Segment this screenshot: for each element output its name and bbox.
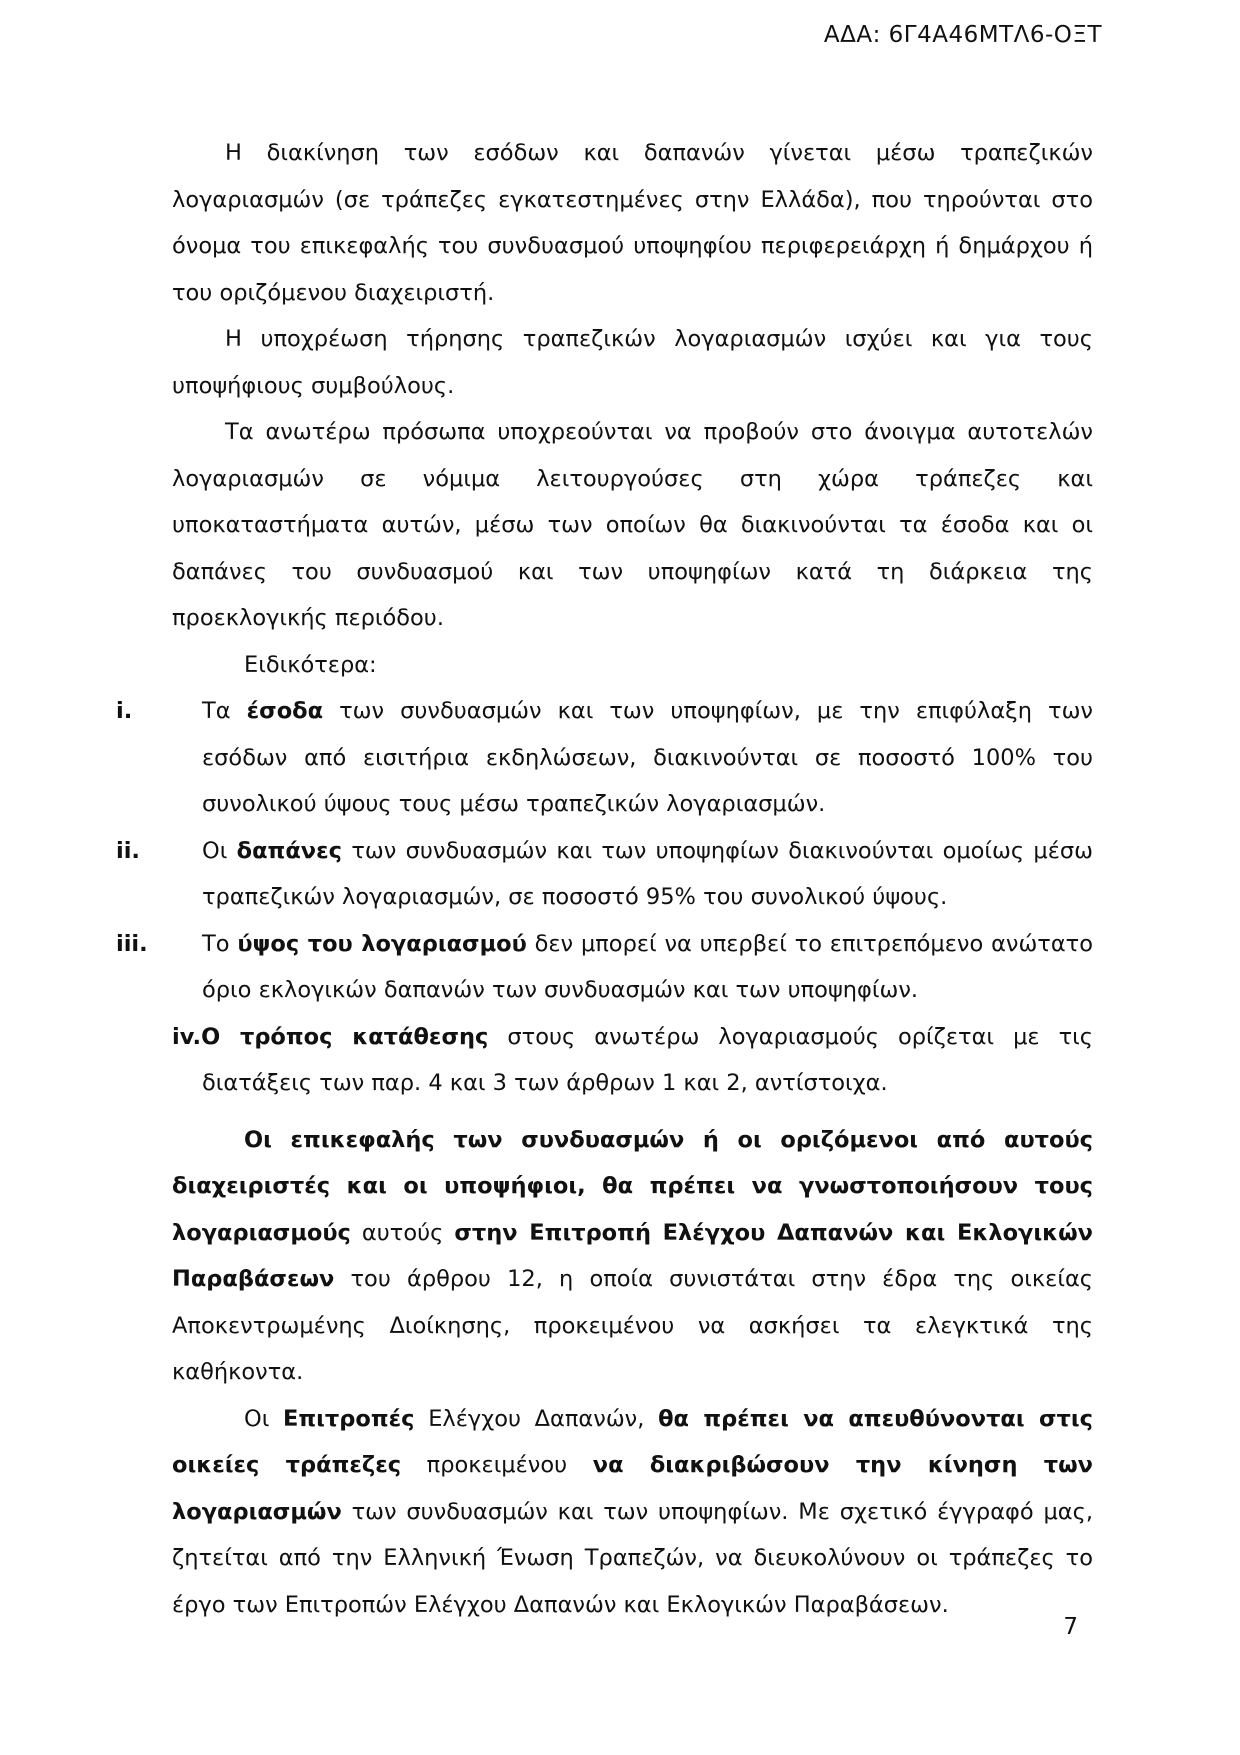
paragraph-committees xyxy=(172,1396,1093,1629)
list-item-bold: Ο τρόπος κατάθεσης xyxy=(201,1023,489,1050)
list-item xyxy=(116,921,1093,1014)
bold-text: να διακριβώσουν την κίνηση των λογαριασμών xyxy=(172,1452,1093,1525)
paragraph-obligation: Η υποχρέωση τήρησης τραπεζικών λογαριασμών ισχύει και για τους υποψήφιους συμβούλους. xyxy=(172,326,1093,399)
list-item-bold: έσοδα xyxy=(246,698,324,724)
plain-text: Οι xyxy=(244,1405,283,1432)
list-item-number: i. xyxy=(116,698,133,724)
list-item-text: Το xyxy=(202,930,238,957)
page-number: 7 xyxy=(1063,1614,1078,1640)
list-item-text: των συνδυασμών και των υποψηφίων διακινούνται ομοίως μέσω τραπεζικών λογαριασμών, σε ποσοστό 95% του συνολικού ύψους. xyxy=(202,837,1093,910)
paragraph-persons: Τα ανωτέρω πρόσωπα υποχρεούνται να προβούν στο άνοιγμα αυτοτελών λογαριασμών σε νόμιμα λειτουργούσες στη χώρα τράπεζες και υποκαταστήματα αυτών, μέσω των οποίων θα διακινούνται τα έσοδα και οι δαπάνες του συνδυασμού και των υποψηφίων κατά τη διάρκεια της προεκλογικής περιόδου. xyxy=(172,419,1093,631)
plain-text: αυτούς xyxy=(350,1219,455,1246)
paragraph-specifically: Ειδικότερα: xyxy=(244,651,377,678)
paragraph-bank-accounts: Η διακίνηση των εσόδων και δαπανών γίνεται μέσω τραπεζικών λογαριασμών (σε τράπεζες εγκατεστημένες στην Ελλάδα), που τηρούνται στο όνομα του επικεφαλής του συνδυασμού υποψηφίου περιφερειάρχη ή δημάρχου ή του οριζόμενου διαχειριστή. xyxy=(172,140,1093,306)
plain-text: του άρθρου 12, η οποία συνιστάται στην έδρα της οικείας Αποκεντρωμένης Διοίκησης, προκειμένου να ασκήσει τα ελεγκτικά της καθήκοντα. xyxy=(172,1266,1093,1385)
bold-text: Επιτροπές xyxy=(283,1405,415,1432)
document-body xyxy=(116,130,1093,1628)
list-item-text: των συνδυασμών και των υποψηφίων, με την επιφύλαξη των εσόδων από εισιτήρια εκδηλώσεων, διακινούνται σε ποσοστό 100% του συνολικού ύψους τους μέσω τραπεζικών λογαριασμών. xyxy=(202,698,1093,817)
requirements-list xyxy=(116,688,1093,1107)
list-item-text: Οι xyxy=(202,837,237,864)
ada-code: ΑΔΑ: 6Γ4Α46ΜΤΛ6-ΟΞΤ xyxy=(823,22,1102,48)
paragraph-notify xyxy=(172,1117,1093,1396)
bold-text: θα πρέπει να απευθύνονται στις οικείες τράπεζες xyxy=(172,1405,1093,1478)
list-item-text: Τα xyxy=(202,698,247,724)
list-item-text: στους ανωτέρω λογαριασμούς ορίζεται με τις διατάξεις των παρ. 4 και 3 των άρθρων 1 και 2, αντίστοιχα. xyxy=(202,1023,1093,1096)
plain-text: προκειμένου xyxy=(401,1452,593,1478)
list-item-number: iv. xyxy=(172,1023,202,1050)
list-item-bold: ύψος του λογαριασμού xyxy=(237,930,527,957)
list-item-number: iii. xyxy=(116,930,148,957)
plain-text: των συνδυασμών και των υποψηφίων. Με σχετικό έγγραφό μας, ζητείται από την Ελληνική Ένωση Τραπεζών, να διευκολύνουν οι τράπεζες το έργο των Επιτροπών Ελέγχου Δαπανών και Εκλογικών Παραβάσεων. xyxy=(172,1498,1093,1618)
list-item-bold: δαπάνες xyxy=(236,837,342,864)
list-item-text: δεν μπορεί να υπερβεί το επιτρεπόμενο ανώτατο όριο εκλογικών δαπανών των συνδυασμών και των υποψηφίων. xyxy=(202,930,1093,1003)
list-item xyxy=(172,1014,1093,1107)
bold-text: στην Επιτροπή Ελέγχου Δαπανών και Εκλογικών Παραβάσεων xyxy=(172,1219,1093,1292)
list-item xyxy=(116,828,1093,921)
list-item-number: ii. xyxy=(116,837,140,864)
plain-text: Ελέγχου Δαπανών, xyxy=(414,1405,659,1432)
bold-text: Οι επικεφαλής των συνδυασμών ή οι οριζόμενοι από αυτούς διαχειριστές και οι υποψήφιοι, θα πρέπει να γνωστοποιήσουν τους λογαριασμούς xyxy=(172,1126,1093,1246)
list-item xyxy=(116,688,1093,828)
